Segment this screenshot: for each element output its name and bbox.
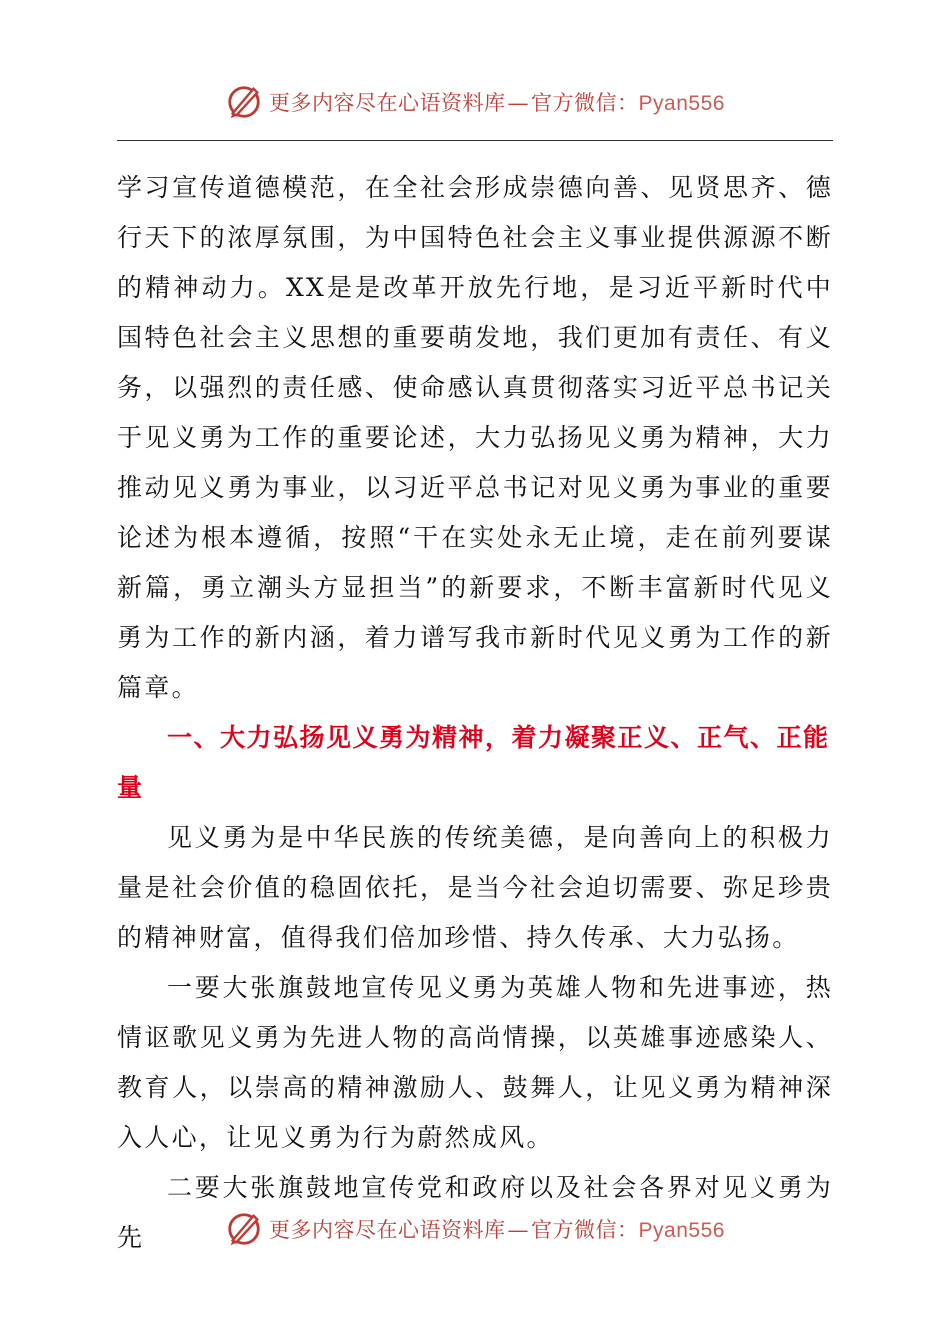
header-library-name: 更多内容尽在心语资料库 <box>269 91 506 115</box>
body-paragraph-1: 学习宣传道德模范，在全社会形成崇德向善、见贤思齐、德行天下的浓厚氛围，为中国特色社会主义事业提供源源不断的精神动力。XX是是改革开放先行地，是习近平新时代中国特色社会主义思想的重要萌发地，我们更加有责任、有义务，以强烈的责任感、使命感认真贯彻落实习近平总书记关于见义勇为工作的重要论述，大力弘扬见义勇为精神，大力推动见义勇为事业，以习近平总书记对见义勇为事业的重要论述为根本遵循，按照“干在实处永无止境，走在前列要谋新篇，勇立潮头方显担当”的新要求，不断丰富新时代见义勇为工作的新内涵，着力谱写我市新时代见义勇为工作的新篇章。 <box>117 173 833 702</box>
header-separator: — <box>507 91 530 115</box>
footer-banner <box>0 1204 950 1254</box>
footer-library-name: 更多内容尽在心语资料库 <box>269 1218 506 1242</box>
section-heading-1: 一、大力弘扬见义勇为精神，着力凝聚正义、正气、正能量 <box>117 723 830 802</box>
header-banner <box>0 77 950 127</box>
header-divider <box>117 140 833 141</box>
body-paragraph-3: 一要大张旗鼓地宣传见义勇为英雄人物和先进事迹，热情讴歌见义勇为先进人物的高尚情操，以英雄事迹感染人、教育人，以崇高的精神激励人、鼓舞人，让见义勇为精神深入人心，让见义勇为行为蔚然成风。 <box>117 973 833 1152</box>
header-handle: Pyan556 <box>638 92 725 115</box>
header-text <box>269 87 725 117</box>
pen-logo-icon <box>225 1210 263 1248</box>
footer-handle: Pyan556 <box>638 1219 725 1242</box>
document-body <box>117 163 833 1263</box>
body-paragraph-2: 见义勇为是中华民族的传统美德，是向善向上的积极力量是社会价值的稳固依托，是当今社会迫切需要、弥足珍贵的精神财富，值得我们倍加珍惜、持久传承、大力弘扬。 <box>117 823 833 952</box>
footer-contact-label: 官方微信： <box>531 1218 639 1242</box>
header-contact-label: 官方微信： <box>531 91 639 115</box>
pen-logo-icon <box>225 83 263 121</box>
footer-text <box>269 1214 725 1244</box>
body-paragraph-4: 二要大张旗鼓地宣传党和政府以及社会各界对见义勇为先 <box>117 1173 833 1252</box>
footer-separator: — <box>507 1218 530 1242</box>
